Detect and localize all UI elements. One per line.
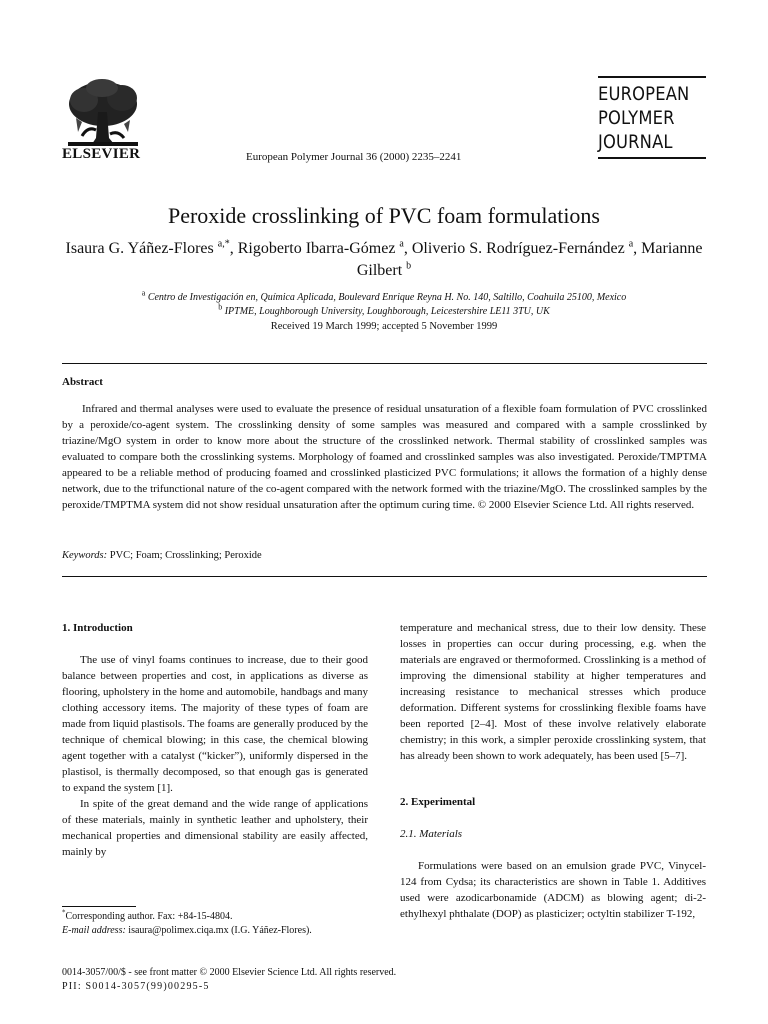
section-heading: 2. Experimental (400, 796, 476, 808)
right-column (400, 620, 706, 922)
paragraph: Formulations were based on an emulsion grade PVC, Vinycel-124 from Cydsa; its characteristics are shown in Table 1. Additives used were azodicarbonamide (ADCM) as blowing agent; di-2-ethylhexyl phthalate (DOP) as plasticizer; octyltin stabilizer T-192, (400, 860, 706, 920)
author-affiliation-mark: b (406, 260, 412, 272)
author-name: Oliverio S. Rodríguez-Fernández (411, 240, 629, 257)
brand-rule-top (598, 76, 706, 78)
affiliation: $^a$ Centro de Investigación en, Química Aplicada, Boulevard Enrique Reyna H. No. 140, Saltillo, Coahuila 25100, Mexico (141, 288, 627, 303)
divider (62, 576, 707, 577)
brand-rule-bottom (598, 157, 706, 159)
brand-line: JOURNAL (598, 131, 673, 153)
author-affiliation-mark: a,* (217, 238, 230, 250)
footnote (62, 910, 368, 938)
journal-citation: European Polymer Journal 36 (2000) 2235–2241 (246, 151, 462, 163)
pii-line: PII: S0014-3057(99)00295-5 (62, 981, 210, 992)
subsection-heading: 2.1. Materials (400, 828, 463, 840)
divider (62, 363, 707, 364)
page-footer (62, 966, 396, 994)
brand-line: POLYMER (598, 107, 675, 129)
affiliation: $^b$ IPTME, Loughborough University, Loughborough, Leicestershire LE11 3TU, UK (218, 302, 550, 317)
section-heading: 1. Introduction (62, 622, 133, 634)
corresponding-author: Corresponding author. Fax: +84-15-4804. (65, 911, 233, 922)
email-label: E-mail address: (62, 925, 126, 936)
copyright-line: 0014-3057/00/$ - see front matter © 2000 Elsevier Science Ltd. All rights reserved. (62, 967, 397, 978)
journal-brand (598, 76, 708, 163)
abstract-text: Infrared and thermal analyses were used to evaluate the presence of residual unsaturation of a flexible foam formulation of PVC crosslinked by a peroxide/co-agent system. The crosslinking density of some samples was measured and compared with a sample crosslinked by triazine/MgO system in order to know more about the structure of the crosslinked network. Thermal stability of crosslinked samples was evaluated to compare both the crosslinking systems. Morphology of foamed and crosslinked samples was also investigated. Peroxide/TMPTMA appeared to be a reliable method of producing foamed and crosslinked plasticized PVC formulations; it allows the formation of a highly dense network, due to the trifunctional nature of the co-agent compared with the network formed with the triazine/MgO. The crosslinked samples by the peroxide/TMPTMA system did not show residual unsaturation after the optimum curing time. © 2000 Elsevier Science Ltd. All rights reserved. (62, 403, 707, 511)
paragraph: In spite of the great demand and the wide range of applications of these materials, mainly in synthetic leather and upholstery, their mechanical properties and dimensional stability are easily affected, mainly by (62, 798, 368, 858)
author-name: Isaura G. Yáñez-Flores (65, 240, 218, 257)
author-affiliation-mark: a (628, 238, 634, 250)
keywords-list: PVC; Foam; Crosslinking; Peroxide (109, 550, 262, 561)
affiliation-mark: a (141, 288, 146, 298)
article-title: Peroxide crosslinking of PVC foam formulations (167, 203, 600, 228)
paragraph: The use of vinyl foams continues to increase, due to their good balance between properties and cost, in applications as diverse as flooring, upholstery in the home and automobile, handbags and many clothing accessory items. The majority of these types of foam are made from liquid plastisols. The foams are generally produced by the technique of chemical blowing; in this case, the chemical blowing agent together with a catalyst (“kicker”), uniformly dispersed in the plastisol, is thermally decomposed, so that enough gas is generated to expand the system [1]. (62, 654, 368, 794)
footnote-rule (62, 906, 136, 907)
footnote-mark: * (62, 908, 66, 917)
author-affiliation-mark: a (399, 238, 404, 250)
author-name: Marianne Gilbert (356, 240, 703, 279)
affiliation-mark: b (218, 302, 223, 312)
author-name: Rigoberto Ibarra-Gómez (237, 240, 400, 257)
abstract-heading: Abstract (62, 376, 103, 388)
keywords-label: Keywords: (62, 550, 108, 561)
paragraph: temperature and mechanical stress, due to their low density. These losses in properties can occur during processing, e.g. when the materials are engraved or thermoformed. Crosslinking is a method of improving the dimensional stability at higher temperatures and increasing resistance to mechanical stresses which produce deformation. Different systems for crosslinking flexible foams have been reported [2–4]. Most of these involve relatively elaborate chemistry; in this work, a simpler peroxide crosslinking system, that has already been shown to work adequately, has been used [5–7]. (400, 622, 706, 762)
left-column (62, 620, 368, 860)
received-dates: Received 19 March 1999; accepted 5 November 1999 (270, 321, 498, 332)
publisher-name: ELSEVIER (62, 146, 141, 162)
email-address: isaura@polimex.ciqa.mx (I.G. Yáñez-Flores). (125, 925, 312, 936)
brand-line: EUROPEAN (598, 83, 690, 105)
author-list: Isaura G. Yáñez-Flores $^{a,*}$, Rigoberto Ibarra-Gómez $^a$, Oliverio S. Rodríguez-Fernández $^a$, Marianne Gilbert $^b$ (65, 238, 703, 279)
keywords (62, 550, 262, 561)
